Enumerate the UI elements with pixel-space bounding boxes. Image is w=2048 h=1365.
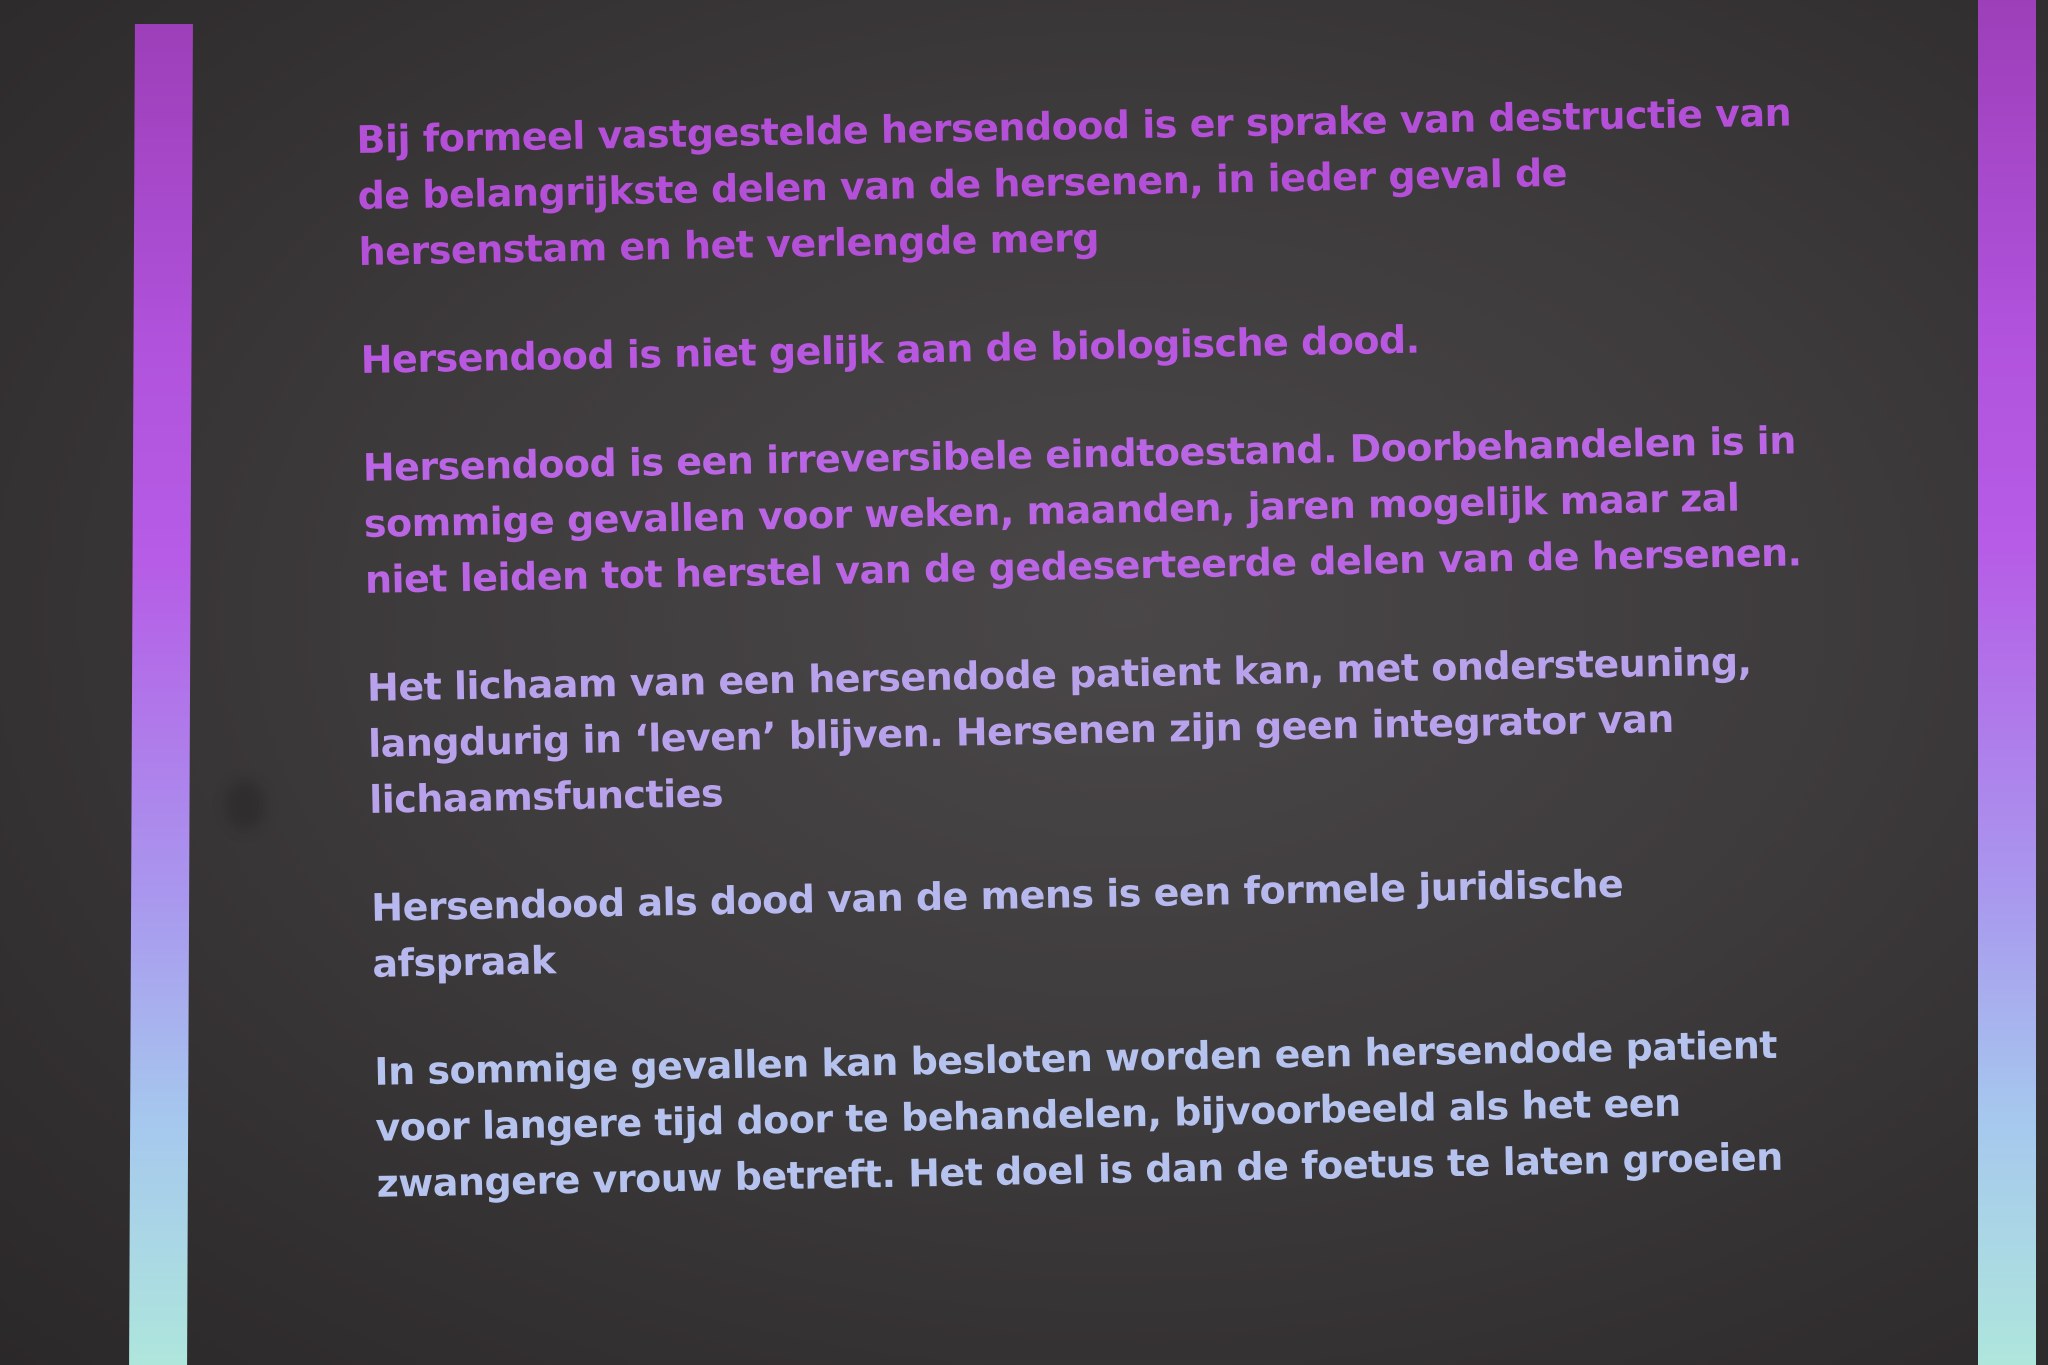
text-line: lichaamsfuncties: [368, 771, 724, 822]
text-line: voor langere tijd door te behandelen, bijvoorbeeld als het een: [375, 1080, 1681, 1150]
text-line: Hersendood als dood van de mens is een formele juridische: [370, 861, 1624, 930]
paragraph-pregnancy-case: [374, 1018, 1784, 1212]
text-line: afspraak: [371, 938, 557, 986]
text-line: langdurig in ‘leven’ blijven. Hersenen zijn geen integrator van: [367, 696, 1675, 766]
paragraph-body-support: [366, 634, 1752, 828]
screen-shadow-spot: [225, 780, 265, 830]
paragraph-irreversible-state: [362, 414, 1802, 608]
text-line: hersenstam en het verlengde merg: [358, 215, 1100, 274]
slide-text-block: [356, 86, 1802, 1264]
text-line: sommige gevallen voor weken, maanden, jaren mogelijk maar zal: [363, 475, 1740, 546]
text-line: de belangrijkste delen van de hersenen, in ieder geval de: [357, 150, 1568, 218]
right-gradient-bar: [1978, 0, 2036, 1365]
paragraph-legal-agreement: [371, 854, 1733, 992]
text-line: Het lichaam van een hersendode patient kan, met ondersteuning,: [366, 639, 1752, 710]
paragraph-not-biological-death: [360, 306, 1721, 388]
left-gradient-bar: [129, 24, 193, 1365]
text-line: zwangere vrouw betreft. Het doel is dan de foetus te laten groeien: [376, 1134, 1784, 1206]
text-line: In sommige gevallen kan besloten worden een hersendode patient: [374, 1022, 1778, 1094]
text-line: Hersendood is niet gelijk aan de biologische dood.: [360, 317, 1420, 382]
text-line: niet leiden tot herstel van de gedeserteerde delen van de hersenen.: [364, 530, 1802, 602]
text-line: Hersendood is een irreversibele eindtoestand. Doorbehandelen is in: [362, 418, 1797, 490]
text-line: Bij formeel vastgestelde hersendood is er sprake van destructie van: [356, 90, 1792, 162]
paragraph-brain-death-definition: [356, 86, 1792, 280]
